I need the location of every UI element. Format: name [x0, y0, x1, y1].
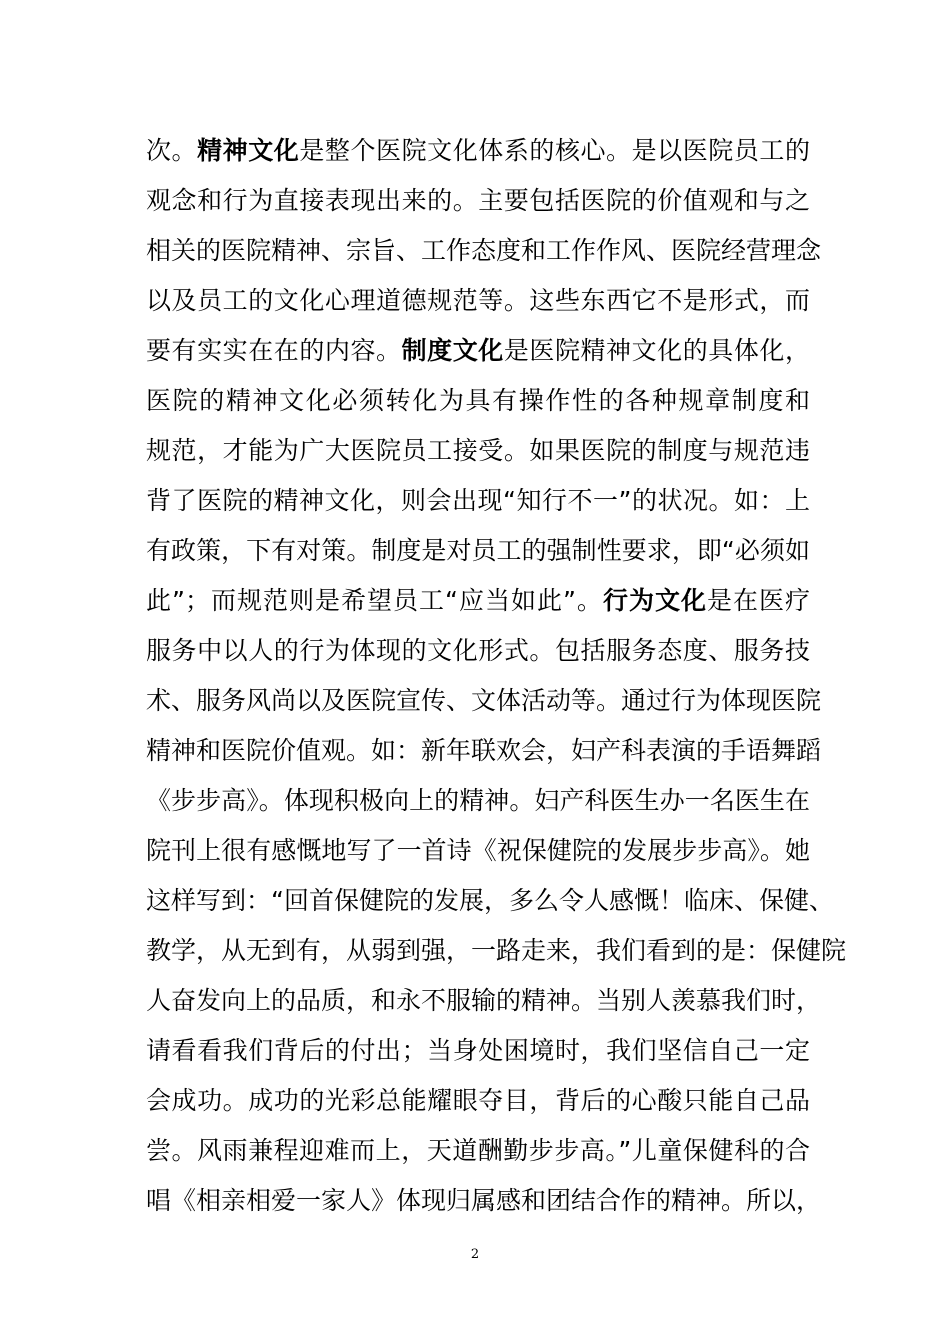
text-segment: 唱《相亲相爱一家人》体现归属感和团结合作的精神。所以， [146, 1186, 822, 1215]
text-line [146, 276, 810, 326]
text-line [146, 1126, 810, 1176]
bold-term: 制度文化 [401, 336, 504, 365]
text-line [146, 1176, 822, 1226]
text-line [146, 1076, 810, 1126]
text-segment: 《步步高》。体现积极向上的精神。妇产科医生办一名医生在 [146, 786, 810, 815]
text-segment: 以及员工的文化心理道德规范等。这些东西它不是形式，而 [146, 286, 810, 315]
text-line [146, 776, 810, 826]
text-line [146, 976, 822, 1026]
text-segment: 有政策，下有对策。制度是对员工的强制性要求，即“必须如 [146, 536, 810, 565]
text-segment: 教学，从无到有，从弱到强，一路走来，我们看到的是：保健院 [146, 936, 847, 965]
text-segment: 是整个医院文化体系的核心。是以医院员工的 [299, 136, 810, 165]
text-segment: 术、服务风尚以及医院宣传、文体活动等。通过行为体现医院 [146, 686, 822, 715]
text-segment: 观念和行为直接表现出来的。主要包括医院的价值观和与之 [146, 186, 810, 215]
text-line [146, 376, 810, 426]
bold-term: 精神文化 [197, 136, 300, 165]
bold-term: 行为文化 [602, 586, 707, 615]
text-segment: 是医院精神文化的具体化， [503, 336, 810, 365]
text-line [146, 826, 810, 876]
text-segment: 背了医院的精神文化，则会出现“知行不一”的状况。如：上 [146, 486, 810, 515]
text-segment: 精神和医院价值观。如：新年联欢会，妇产科表演的手语舞蹈 [146, 736, 822, 765]
text-segment: 相关的医院精神、宗旨、工作态度和工作作风、医院经营理念 [146, 236, 822, 265]
text-segment: 请看看我们背后的付出；当身处困境时，我们坚信自己一定 [146, 1036, 810, 1065]
text-segment: 规范，才能为广大医院员工接受。如果医院的制度与规范违 [146, 436, 810, 465]
text-line [146, 576, 810, 626]
text-segment: 这样写到：“回首保健院的发展，多么令人感慨！临床、保健、 [146, 886, 834, 915]
text-line [146, 476, 810, 526]
text-line [146, 226, 822, 276]
text-line [146, 676, 822, 726]
text-line [146, 526, 810, 576]
text-segment: 会成功。成功的光彩总能耀眼夺目，背后的心酸只能自己品 [146, 1086, 810, 1115]
text-line [146, 876, 834, 926]
text-segment: 要有实实在在的内容。 [146, 336, 402, 365]
text-line [146, 626, 810, 676]
text-line [146, 726, 822, 776]
text-segment: 院刊上很有感慨地写了一首诗《祝保健院的发展步步高》。她 [146, 836, 810, 865]
text-segment: 是在医疗 [706, 586, 810, 615]
text-segment: 尝。风雨兼程迎难而上，天道酬勤步步高。”儿童保健科的合 [146, 1136, 810, 1165]
text-line [146, 176, 810, 226]
text-segment: 次。 [146, 136, 198, 165]
text-line [146, 926, 847, 976]
text-segment: 人奋发向上的品质，和永不服输的精神。当别人羡慕我们时， [146, 986, 822, 1015]
text-line [146, 326, 810, 376]
text-segment: 此”；而规范则是希望员工“应当如此”。 [146, 586, 603, 615]
text-line [146, 426, 810, 476]
body-text [146, 126, 847, 1226]
page-number: 2 [470, 1247, 480, 1262]
text-line [146, 1026, 810, 1076]
text-line [146, 126, 810, 176]
text-segment: 服务中以人的行为体现的文化形式。包括服务态度、服务技 [146, 636, 810, 665]
text-segment: 医院的精神文化必须转化为具有操作性的各种规章制度和 [146, 386, 810, 415]
